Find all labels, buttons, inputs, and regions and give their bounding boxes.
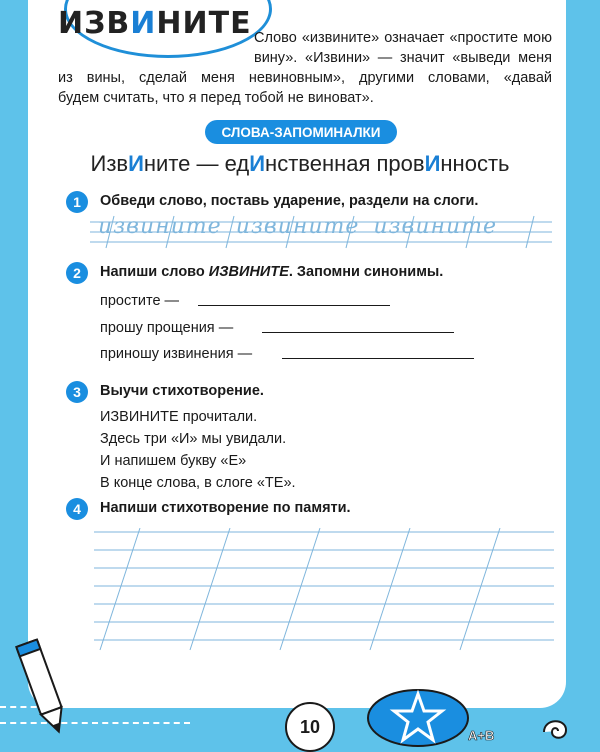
title-part: НИТЕ [156, 6, 252, 41]
task-2-part: Напиши слово [100, 264, 209, 280]
mnemonic-highlight: И [249, 151, 266, 176]
task-3-text: Выучи стихотворение. [100, 383, 264, 399]
intro-paragraph [58, 28, 552, 108]
mnemonic-part: ните — ед [143, 151, 250, 176]
intro-line: Слово «извините» означает «простите мою [254, 30, 552, 46]
poem [100, 406, 296, 494]
title-highlight: И [130, 6, 157, 41]
swirl-icon [536, 712, 576, 748]
poem-line: И напишем букву «Е» [100, 453, 247, 469]
tracing-word[interactable]: извините [235, 214, 360, 239]
mnemonic-part: Изв [90, 151, 129, 176]
task-4-text: Напиши стихотворение по памяти. [100, 500, 351, 516]
task-number-4: 4 [66, 498, 88, 520]
pencil-icon [14, 636, 74, 740]
mnemonic-highlight: И [128, 151, 144, 176]
answer-line[interactable] [262, 332, 454, 333]
intro-line: будем считать, что я перед тобой не виноват». [58, 90, 374, 106]
memo-label: СЛОВА-ЗАПОМИНАЛКИ [205, 120, 397, 144]
synonym-row-1: простите — [100, 293, 180, 309]
poem-line: ИЗВИНИТЕ прочитали. [100, 409, 258, 425]
page-number: 10 [285, 702, 335, 752]
badge-text: A+B [468, 728, 495, 743]
task-2-text [100, 264, 443, 280]
synonym-row-2: прошу прощения — [100, 320, 234, 336]
poem-line: Здесь три «И» мы увидали. [100, 431, 287, 447]
tracing-word[interactable]: извините [98, 214, 222, 239]
task-number-2: 2 [66, 262, 88, 284]
task-number-1: 1 [66, 191, 88, 213]
task-2-word: ИЗВИНИТЕ [208, 264, 289, 280]
mnemonic-highlight: И [424, 151, 441, 176]
title-part: ИЗВ [58, 6, 131, 41]
mnemonic-part: нственная пров [265, 151, 425, 176]
mnemonic-phrase [0, 151, 600, 177]
writing-lines[interactable] [94, 528, 554, 654]
mnemonic-part: нность [440, 151, 510, 176]
star-badge-icon [366, 680, 526, 750]
answer-line[interactable] [198, 305, 390, 306]
poem-line: В конце слова, в слоге «ТЕ». [100, 475, 296, 491]
task-number-3: 3 [66, 381, 88, 403]
task-1-text: Обведи слово, поставь ударение, раздели на слоги. [100, 193, 479, 209]
synonym-row-3: приношу извинения — [100, 346, 253, 362]
intro-line: вину». «Извини» — значит «выведи меня [254, 50, 552, 66]
answer-line[interactable] [282, 358, 474, 359]
intro-line: из вины, сделай меня невиновным», другими словами, «давай [58, 70, 552, 86]
tracing-word[interactable]: извините [373, 214, 498, 239]
task-2-part: . Запомни синонимы. [288, 264, 444, 280]
tracing-words[interactable] [98, 214, 511, 239]
